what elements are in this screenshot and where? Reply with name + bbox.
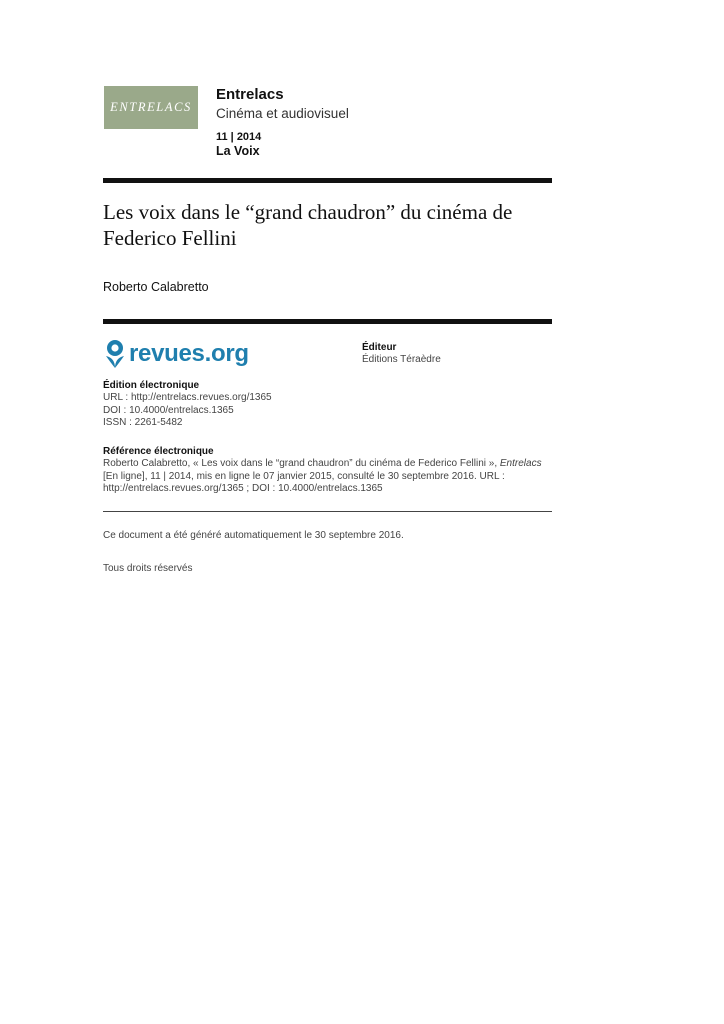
article-title: Les voix dans le “grand chaudron” du cinéma de Federico Fellini — [103, 200, 513, 250]
middle-divider — [103, 319, 552, 324]
electronic-edition-label: Édition électronique — [103, 380, 200, 391]
electronic-reference-block — [103, 446, 553, 496]
revues-org-logo-icon — [104, 339, 126, 369]
revues-org-logo[interactable] — [104, 339, 249, 369]
reference-text-start: Roberto Calabretto, « Les voix dans le “grand chaudron” du cinéma de Federico Fellini », — [103, 458, 500, 469]
issue-info — [216, 131, 261, 159]
editor-name: Éditions Téraèdre — [362, 354, 441, 365]
journal-subtitle: Cinéma et audiovisuel — [216, 106, 349, 121]
issue-number: 11 | 2014 — [216, 131, 262, 143]
electronic-edition-block — [103, 380, 272, 430]
revues-org-text: revues.org — [129, 340, 249, 367]
journal-title: Entrelacs — [216, 86, 284, 103]
editor-block — [362, 342, 441, 367]
reference-label: Référence électronique — [103, 446, 214, 457]
journal-info — [216, 86, 349, 122]
edition-doi: DOI : 10.4000/entrelacs.1365 — [103, 404, 234, 416]
reference-journal: Entrelacs — [499, 458, 542, 469]
generation-note: Ce document a été généré automatiquement le 30 septembre 2016. — [103, 530, 404, 541]
reference-text — [103, 458, 553, 496]
reference-text-end: [En ligne], 11 | 2014, mis en ligne le 07 janvier 2015, consulté le 30 septembre 2016. URL : http://entrelacs.revues.org/1365 ; DOI : 10.4000/entrelacs.1365 — [103, 470, 505, 494]
article-author: Roberto Calabretto — [103, 280, 209, 294]
issue-theme: La Voix — [216, 144, 260, 158]
top-divider — [103, 178, 552, 183]
editor-label: Éditeur — [362, 342, 397, 353]
edition-issn: ISSN : 2261-5482 — [103, 417, 183, 428]
edition-url[interactable]: URL : http://entrelacs.revues.org/1365 — [103, 392, 272, 403]
rights-note: Tous droits réservés — [103, 563, 193, 574]
logo-text: ENTRELACS — [110, 100, 192, 114]
entrelacs-logo — [104, 86, 198, 129]
bottom-divider — [103, 511, 552, 512]
